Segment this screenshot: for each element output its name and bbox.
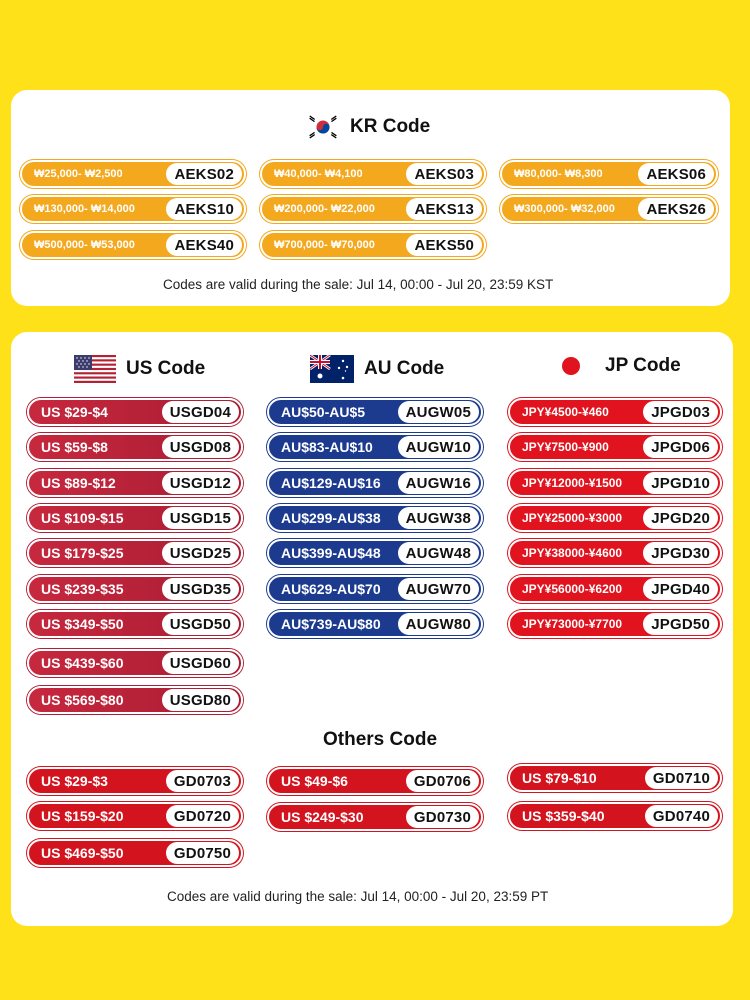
others-code-pill[interactable] [27, 839, 243, 867]
price-range: ₩25,000- ₩2,500 [34, 168, 123, 180]
us-code-pill[interactable] [27, 398, 243, 426]
others-code-pill[interactable] [508, 764, 722, 792]
promo-code[interactable]: JPGD50 [643, 613, 718, 635]
promo-code[interactable]: USGD08 [162, 436, 239, 458]
jp-code-pill[interactable] [508, 433, 722, 461]
au-section-title: AU Code [364, 358, 445, 379]
au-section-header [310, 355, 444, 383]
us-section-title: US Code [126, 358, 206, 379]
others-section-title: Others Code [323, 729, 438, 750]
promo-code[interactable]: AEKS02 [166, 163, 242, 185]
us-code-pill[interactable] [27, 469, 243, 497]
us-code-pill[interactable] [27, 539, 243, 567]
au-code-pill[interactable] [267, 610, 483, 638]
price-range: US $89-$12 [41, 475, 116, 491]
others-code-pill[interactable] [508, 802, 722, 830]
kr-code-pill[interactable] [500, 160, 718, 188]
au-code-pill[interactable] [267, 504, 483, 532]
price-range: US $349-$50 [41, 616, 124, 632]
price-range: JPY¥12000-¥1500 [522, 476, 623, 490]
promo-code[interactable]: USGD50 [162, 613, 239, 635]
others-code-pill[interactable] [27, 767, 243, 795]
kr-code-pill[interactable] [260, 160, 486, 188]
promo-code[interactable]: GD0710 [645, 767, 718, 789]
price-range: AU$739-AU$80 [281, 616, 381, 632]
kr-code-pill[interactable] [260, 195, 486, 223]
promo-code[interactable]: USGD04 [162, 401, 239, 423]
kr-code-pill[interactable] [20, 160, 246, 188]
price-range: JPY¥4500-¥460 [522, 405, 609, 419]
japan-flag-icon [561, 356, 581, 376]
price-range: ₩500,000- ₩53,000 [34, 239, 135, 251]
promo-code[interactable]: GD0740 [645, 805, 718, 827]
price-range: US $569-$80 [41, 692, 124, 708]
others-code-pill[interactable] [27, 802, 243, 830]
promo-code[interactable]: JPGD20 [643, 507, 718, 529]
promo-code[interactable]: USGD80 [162, 689, 239, 711]
promo-code[interactable]: AUGW10 [398, 436, 479, 458]
kr-code-pill[interactable] [500, 195, 718, 223]
promo-code[interactable]: JPGD10 [643, 472, 718, 494]
us-section-header [74, 355, 205, 383]
price-range: US $469-$50 [41, 845, 124, 861]
price-range: ₩80,000- ₩8,300 [514, 168, 603, 180]
price-range: ₩130,000- ₩14,000 [34, 203, 135, 215]
promo-code[interactable]: USGD12 [162, 472, 239, 494]
price-range: JPY¥38000-¥4600 [522, 546, 623, 560]
jp-code-pill[interactable] [508, 469, 722, 497]
price-range: US $439-$60 [41, 655, 124, 671]
price-range: US $359-$40 [522, 808, 605, 824]
price-range: AU$129-AU$16 [281, 475, 381, 491]
promo-code[interactable]: USGD35 [162, 578, 239, 600]
south-korea-flag-icon [306, 114, 340, 140]
promo-code[interactable]: JPGD30 [643, 542, 718, 564]
promo-code[interactable]: GD0730 [406, 806, 479, 828]
price-range: US $59-$8 [41, 439, 108, 455]
promo-code[interactable]: AEKS50 [406, 234, 482, 256]
us-code-pill[interactable] [27, 433, 243, 461]
promo-code[interactable]: AEKS13 [406, 198, 482, 220]
promo-code[interactable]: AEKS26 [638, 198, 714, 220]
jp-code-pill[interactable] [508, 539, 722, 567]
kr-section-header [306, 114, 430, 140]
au-code-pill[interactable] [267, 575, 483, 603]
promo-code[interactable]: AUGW80 [398, 613, 479, 635]
promo-code[interactable]: AEKS03 [406, 163, 482, 185]
us-code-pill[interactable] [27, 504, 243, 532]
price-range: US $49-$6 [281, 773, 348, 789]
price-range: AU$629-AU$70 [281, 581, 381, 597]
us-code-pill[interactable] [27, 686, 243, 714]
others-code-pill[interactable] [267, 803, 483, 831]
price-range: ₩200,000- ₩22,000 [274, 203, 375, 215]
au-code-pill[interactable] [267, 539, 483, 567]
kr-code-card [11, 90, 730, 306]
price-range: US $239-$35 [41, 581, 124, 597]
au-code-pill[interactable] [267, 469, 483, 497]
promo-code[interactable]: AUGW38 [398, 507, 479, 529]
promo-code[interactable]: JPGD40 [643, 578, 718, 600]
price-range: US $179-$25 [41, 545, 124, 561]
usa-flag-icon [74, 355, 116, 383]
price-range: US $29-$3 [41, 773, 108, 789]
us-code-pill[interactable] [27, 610, 243, 638]
kr-section-title: KR Code [350, 116, 431, 137]
jp-code-pill[interactable] [508, 504, 722, 532]
price-range: ₩300,000- ₩32,000 [514, 203, 615, 215]
jp-code-pill[interactable] [508, 610, 722, 638]
kr-validity-note: Codes are valid during the sale: Jul 14, 00:00 - Jul 20, 23:59 KST [163, 277, 554, 292]
jp-code-pill[interactable] [508, 398, 722, 426]
kr-code-pill[interactable] [260, 231, 486, 259]
promo-code[interactable]: GD0720 [166, 805, 239, 827]
kr-code-pill[interactable] [20, 231, 246, 259]
au-code-pill[interactable] [267, 398, 483, 426]
jp-code-pill[interactable] [508, 575, 722, 603]
promo-code[interactable]: AEKS06 [638, 163, 714, 185]
price-range: AU$399-AU$48 [281, 545, 381, 561]
promo-code[interactable]: GD0750 [166, 842, 239, 864]
price-range: US $109-$15 [41, 510, 124, 526]
au-code-pill[interactable] [267, 433, 483, 461]
promo-code[interactable]: AEKS40 [166, 234, 242, 256]
jp-section-title: JP Code [605, 355, 681, 376]
promo-code[interactable]: AUGW16 [398, 472, 479, 494]
price-range: US $249-$30 [281, 809, 364, 825]
price-range: US $79-$10 [522, 770, 597, 786]
price-range: JPY¥7500-¥900 [522, 440, 609, 454]
promo-code[interactable]: GD0703 [166, 770, 239, 792]
price-range: JPY¥25000-¥3000 [522, 511, 623, 525]
price-range: AU$299-AU$38 [281, 510, 381, 526]
promo-code[interactable]: JPGD03 [643, 401, 718, 423]
promo-code[interactable]: USGD60 [162, 652, 239, 674]
price-range: JPY¥73000-¥7700 [522, 617, 623, 631]
promo-code[interactable]: AUGW70 [398, 578, 479, 600]
price-range: JPY¥56000-¥6200 [522, 582, 623, 596]
price-range: US $29-$4 [41, 404, 108, 420]
price-range: US $159-$20 [41, 808, 124, 824]
australia-flag-icon [310, 355, 354, 383]
price-range: ₩700,000- ₩70,000 [274, 239, 375, 251]
kr-code-pill[interactable] [20, 195, 246, 223]
price-range: AU$50-AU$5 [281, 404, 366, 420]
promo-code[interactable]: AEKS10 [166, 198, 242, 220]
promo-code[interactable]: AUGW48 [398, 542, 479, 564]
promo-code[interactable]: GD0706 [406, 770, 479, 792]
promo-code[interactable]: USGD15 [162, 507, 239, 529]
us-code-pill[interactable] [27, 575, 243, 603]
international-code-card [11, 332, 733, 926]
promo-code[interactable]: USGD25 [162, 542, 239, 564]
promo-code[interactable]: JPGD06 [643, 436, 718, 458]
promo-code[interactable]: AUGW05 [398, 401, 479, 423]
jp-section-header [561, 355, 681, 377]
price-range: AU$83-AU$10 [281, 439, 373, 455]
us-code-pill[interactable] [27, 649, 243, 677]
others-validity-note: Codes are valid during the sale: Jul 14, 00:00 - Jul 20, 23:59 PT [167, 889, 549, 904]
price-range: ₩40,000- ₩4,100 [274, 168, 363, 180]
others-code-pill[interactable] [267, 767, 483, 795]
others-section-header [323, 729, 437, 751]
